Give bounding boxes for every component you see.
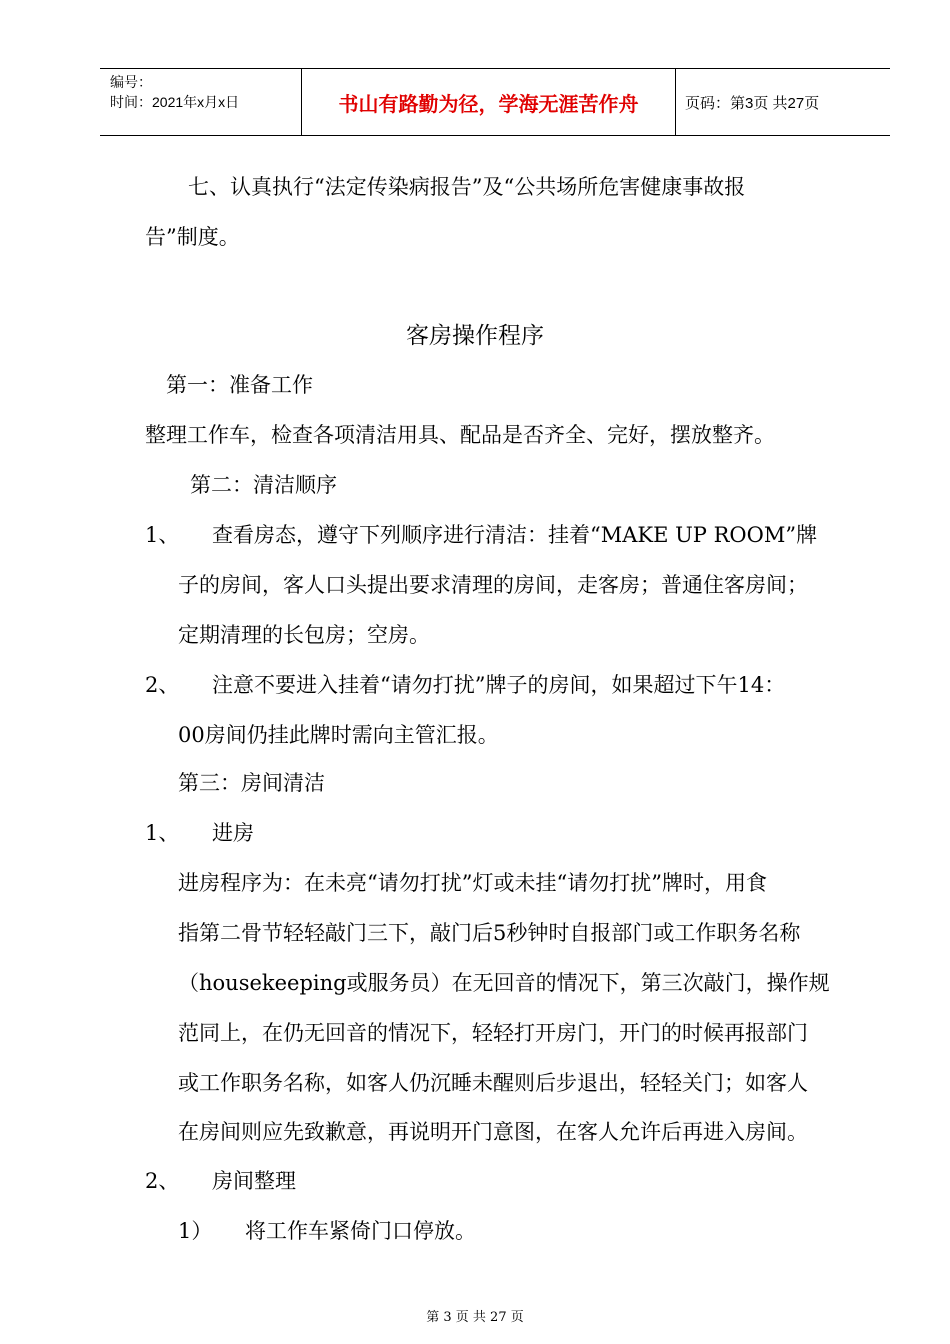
prep-heading: 第一：准备工作 — [166, 373, 313, 397]
code-label: 编号： — [110, 74, 152, 90]
header-page-label: 页码：第3页 共27页 — [685, 94, 820, 112]
cleaning-item-2-number: 2、 — [145, 1169, 180, 1193]
cleaning-item-1-line-2: 指第二骨节轻轻敲门三下，敲门后5秒钟时自报部门或工作职务名称 — [178, 921, 801, 945]
order-heading: 第二：清洁顺序 — [190, 473, 337, 497]
time-label: 时间：2021年x月x日 — [110, 94, 240, 110]
cleaning-item-1-number: 1、 — [145, 821, 180, 845]
cleaning-item-1-title: 进房 — [212, 821, 254, 845]
cleaning-heading: 第三：房间清洁 — [178, 771, 325, 795]
order-item-1-number: 1、 — [145, 523, 180, 547]
cleaning-item-1-line-3: （housekeeping或服务员）在无回音的情况下，第三次敲门，操作规 — [178, 971, 830, 995]
cleaning-item-2-title: 房间整理 — [212, 1169, 296, 1193]
cleaning-item-1-line-4: 范同上，在仍无回音的情况下，轻轻打开房门，开门的时候再报部门 — [178, 1021, 808, 1045]
header-divider-right — [675, 68, 676, 136]
order-item-2-line-1: 注意不要进入挂着“请勿打扰”牌子的房间，如果超过下午14： — [212, 673, 786, 697]
order-item-2-line-2: 00房间仍挂此牌时需向主管汇报。 — [178, 723, 499, 747]
cleaning-item-1-line-1: 进房程序为：在未亮“请勿打扰”灯或未挂“请勿打扰”牌时，用食 — [178, 871, 767, 895]
header-meta — [110, 72, 239, 112]
cleaning-subitem-number: 1） — [178, 1219, 213, 1243]
order-item-1-line-2: 子的房间，客人口头提出要求清理的房间，走客房；普通住客房间； — [178, 573, 808, 597]
section-title: 客房操作程序 — [406, 322, 544, 348]
cleaning-item-1-line-5: 或工作职务名称，如客人仍沉睡未醒则后步退出，轻轻关门；如客人 — [178, 1071, 808, 1095]
page-footer: 第 3 页 共 27 页 — [426, 1310, 524, 1325]
order-item-1-line-1: 查看房态，遵守下列顺序进行清洁：挂着“MAKE UP ROOM”牌 — [212, 523, 818, 547]
cleaning-subitem-text: 将工作车紧倚门口停放。 — [245, 1219, 476, 1243]
order-item-2-number: 2、 — [145, 673, 180, 697]
page-header — [100, 68, 890, 136]
cleaning-item-1-line-6: 在房间则应先致歉意，再说明开门意图，在客人允许后再进入房间。 — [178, 1120, 808, 1144]
order-item-1-line-3: 定期清理的长包房；空房。 — [178, 623, 430, 647]
prep-text: 整理工作车，检查各项清洁用具、配品是否齐全、完好，摆放整齐。 — [145, 423, 775, 447]
intro-line-1: 七、认真执行“法定传染病报告”及“公共场所危害健康事故报 — [188, 175, 746, 199]
intro-line-2: 告”制度。 — [145, 225, 240, 249]
header-motto: 书山有路勤为径，学海无涯苦作舟 — [338, 93, 639, 116]
